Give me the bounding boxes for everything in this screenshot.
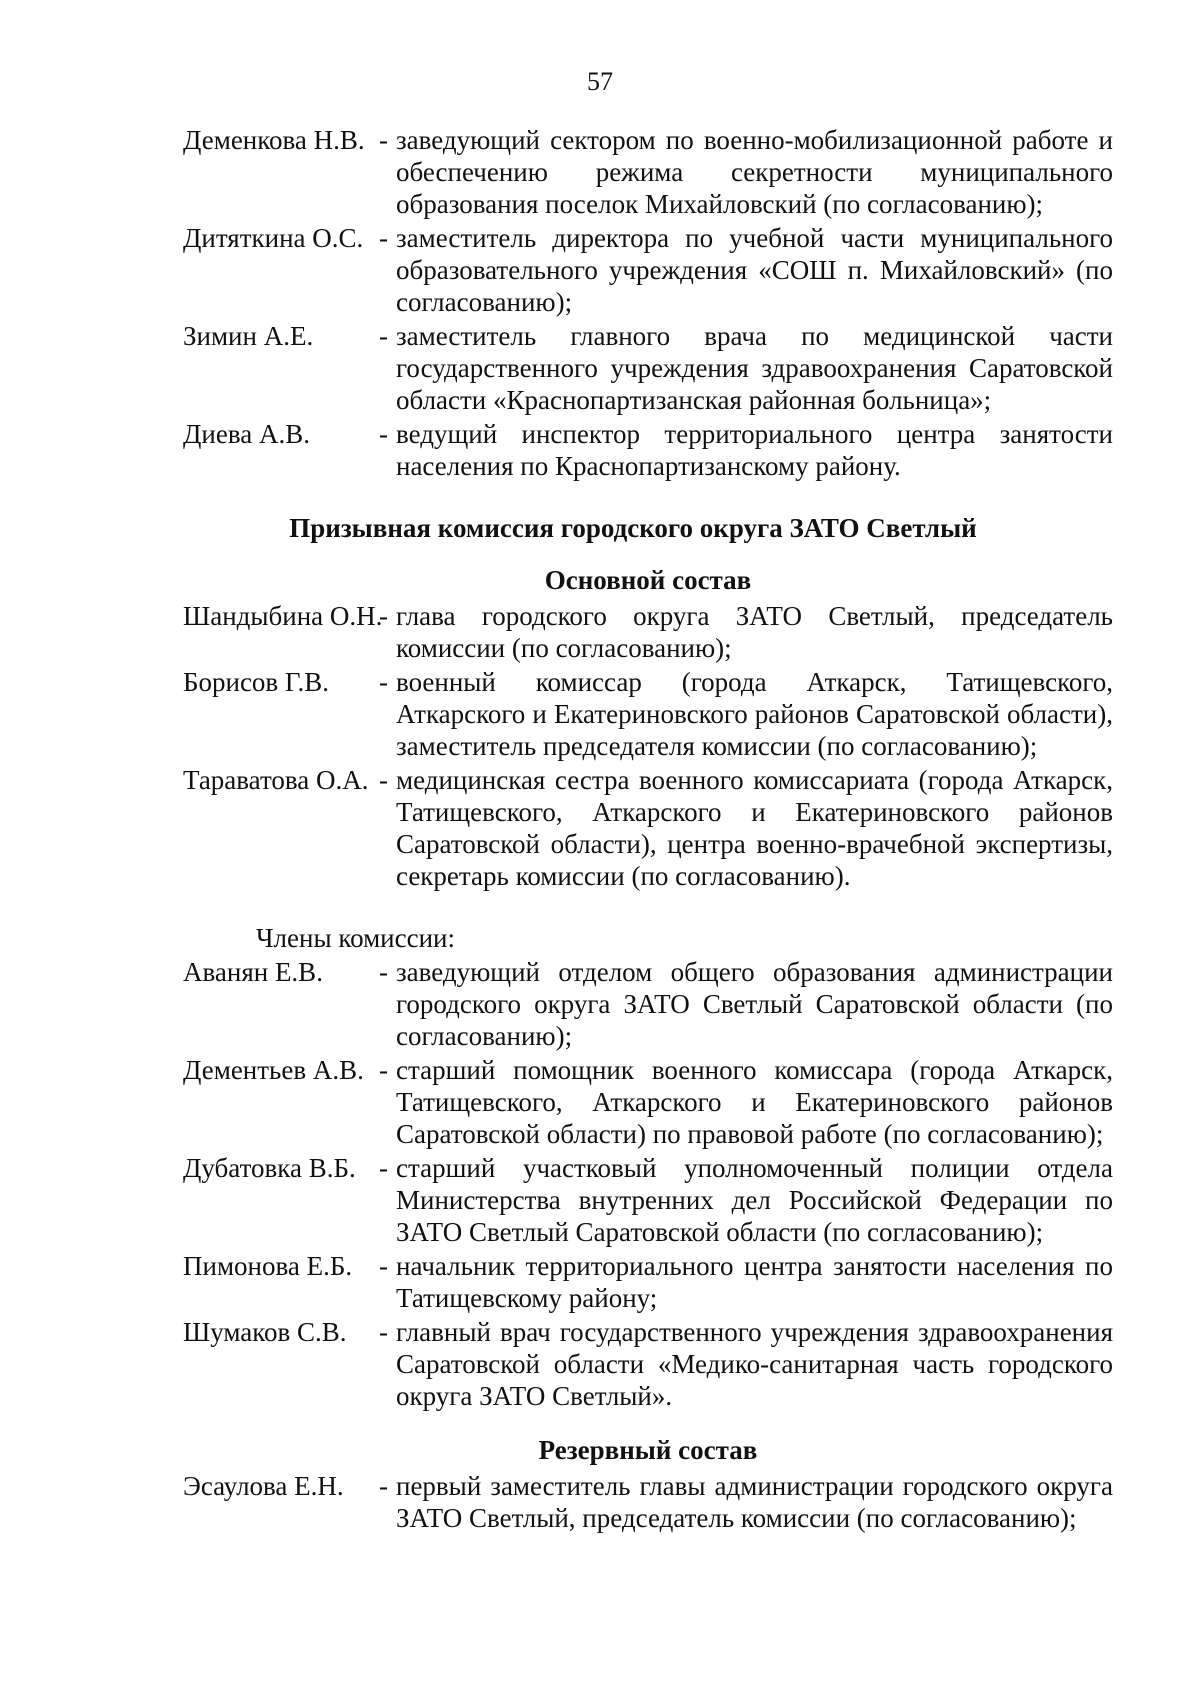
person-name: Борисов Г.В.	[183, 667, 330, 697]
list-item	[183, 418, 1113, 482]
list-item	[183, 764, 1113, 892]
person-position: - глава городского округа ЗАТО Светлый, председатель комиссии (по согласованию);	[379, 600, 1113, 664]
person-position: - заместитель главного врача по медицинской части государственного учреждения здравоохранения Саратовской области «Краснопартизанская районная больница»;	[379, 320, 1113, 416]
person-name: Дубатовка В.Б.	[183, 1153, 356, 1183]
person-position: - заведующий отделом общего образования администрации городского округа ЗАТО Светлый Саратовской области (по согласованию);	[379, 956, 1113, 1052]
list-item	[183, 320, 1113, 416]
reserve-composition-heading: Резервный состав	[538, 1435, 758, 1465]
main-composition-heading: Основной состав	[544, 565, 752, 595]
person-position: - первый заместитель главы администрации городского округа ЗАТО Светлый, председатель комиссии (по согласованию);	[379, 1470, 1113, 1534]
person-position: - заведующий сектором по военно-мобилизационной работе и обеспечению режима секретности муниципального образования поселок Михайловский (по согласованию);	[379, 124, 1113, 220]
person-name: Эсаулова Е.Н.	[183, 1471, 344, 1501]
list-item	[183, 222, 1113, 318]
commission-title: Призывная комиссия городского округа ЗАТО Светлый	[289, 513, 977, 543]
person-name: Диева А.В.	[183, 419, 310, 449]
person-name: Дитяткина О.С.	[183, 223, 364, 253]
list-item	[183, 1054, 1113, 1150]
list-item	[183, 124, 1113, 220]
person-name: Тараватова О.А.	[183, 765, 369, 795]
person-name: Аванян Е.В.	[183, 957, 323, 987]
list-item	[183, 666, 1113, 762]
person-name: Зимин А.Е.	[183, 321, 314, 351]
person-position: - главный врач государственного учреждения здравоохранения Саратовской области «Медико-санитарная часть городского округа ЗАТО Светлый».	[379, 1316, 1113, 1412]
document-body	[183, 124, 1113, 1536]
list-item	[183, 1152, 1113, 1248]
list-item	[183, 600, 1113, 664]
list-item	[183, 1470, 1113, 1534]
list-item	[183, 1250, 1113, 1314]
person-name: Деменкова Н.В.	[183, 125, 365, 155]
person-name: Дементьев А.В.	[183, 1055, 364, 1085]
list-item	[183, 956, 1113, 1052]
page-number: 57	[587, 67, 613, 96]
list-item	[183, 1316, 1113, 1412]
person-position: - старший участковый уполномоченный полиции отдела Министерства внутренних дел Российской Федерации по ЗАТО Светлый Саратовской области (по согласованию);	[379, 1152, 1113, 1248]
members-label: Члены комиссии:	[256, 923, 455, 953]
person-name: Пимонова Е.Б.	[183, 1251, 353, 1281]
person-position: - начальник территориального центра занятости населения по Татищевскому району;	[379, 1250, 1113, 1314]
person-position: - военный комиссар (города Аткарск, Татищевского, Аткарского и Екатериновского районов Саратовской области), заместитель председателя комиссии (по согласованию);	[379, 666, 1113, 762]
person-position: - медицинская сестра военного комиссариата (города Аткарск, Татищевского, Аткарского и Екатериновского районов Саратовской области), центра военно-врачебной экспертизы, секретарь комиссии (по согласованию).	[379, 764, 1113, 892]
person-position: - заместитель директора по учебной части муниципального образовательного учреждения «СОШ п. Михайловский» (по согласованию);	[379, 222, 1113, 318]
person-name: Шандыбина О.Н.	[183, 601, 383, 631]
person-position: - ведущий инспектор территориального центра занятости населения по Краснопартизанскому району.	[379, 418, 1113, 482]
person-position: - старший помощник военного комиссара (города Аткарск, Татищевского, Аткарского и Екатериновского районов Саратовской области) по правовой работе (по согласованию);	[379, 1054, 1113, 1150]
person-name: Шумаков С.В.	[183, 1317, 347, 1347]
